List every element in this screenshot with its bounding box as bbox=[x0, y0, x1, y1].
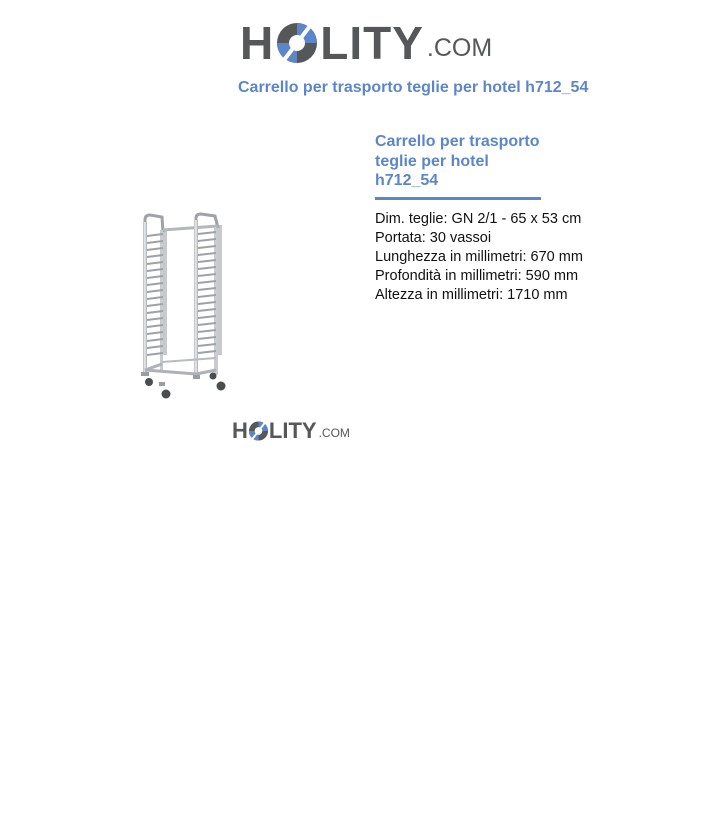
spec-list bbox=[375, 210, 705, 305]
spec-item: Lunghezza in millimetri: 670 mm bbox=[375, 248, 583, 265]
holity-logo[interactable] bbox=[240, 14, 493, 69]
product-image bbox=[0, 130, 360, 460]
tray-trolley-image bbox=[0, 130, 360, 460]
spec-item: Profondità in millimetri: 590 mm bbox=[375, 267, 579, 284]
logo-letters-lity: LITY bbox=[320, 17, 424, 69]
spec-item: Altezza in millimetri: 1710 mm bbox=[375, 286, 568, 303]
page-title: Carrello per trasporto teglie per hotel h712_54 bbox=[238, 79, 589, 96]
watermark-letter-h: H bbox=[232, 418, 248, 443]
watermark-letters-lity: LITY bbox=[268, 418, 317, 443]
spec-item: Dim. teglie: GN 2/1 - 65 x 53 cm bbox=[375, 210, 582, 227]
watermark-o-icon bbox=[248, 420, 269, 442]
logo-suffix: .COM bbox=[426, 34, 493, 62]
title-underline bbox=[375, 197, 541, 200]
product-info bbox=[375, 132, 705, 305]
logo-o-icon bbox=[275, 20, 319, 66]
logo-letter-h: H bbox=[240, 17, 275, 69]
product-title: Carrello per trasporto teglie per hotel h712_54 bbox=[375, 133, 540, 189]
image-watermark-logo bbox=[232, 420, 350, 442]
watermark-suffix: .COM bbox=[318, 426, 350, 440]
spec-item: Portata: 30 vassoi bbox=[375, 229, 492, 246]
